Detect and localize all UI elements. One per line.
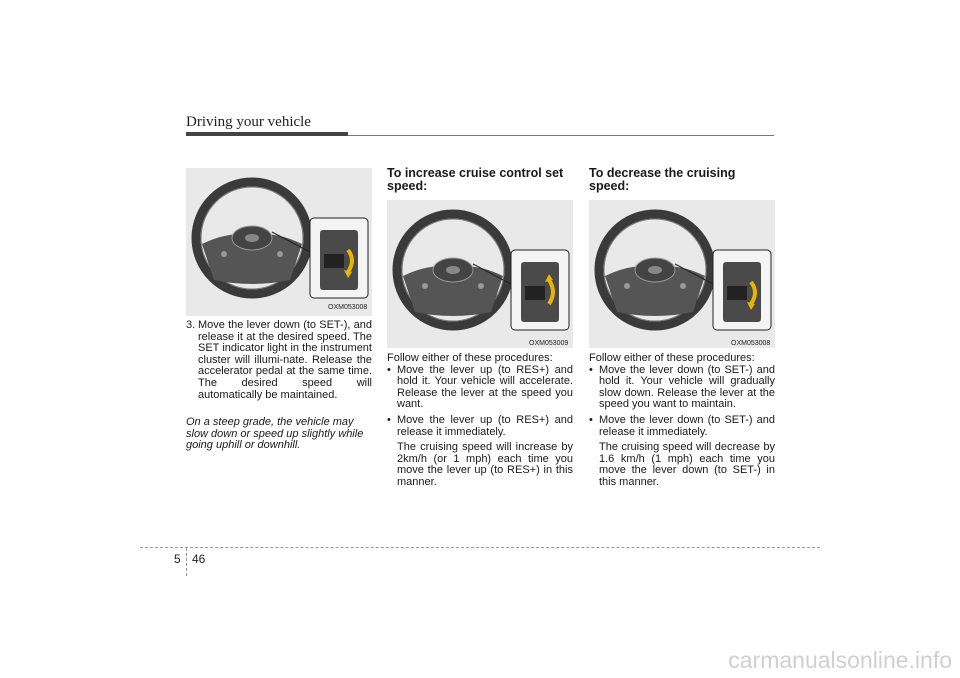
increase-speed-detail: The cruising speed will increase by 2km/h (or 1 mph) each time you move the lever up (to RES+) in this manner. bbox=[397, 441, 573, 488]
steering-wheel-icon bbox=[589, 200, 775, 348]
page-number: 46 bbox=[192, 552, 206, 566]
bullet-hold-lever-up: • Move the lever up (to RES+) and hold it. Your vehicle will accelerate. Release the lever at the speed you want. bbox=[387, 365, 573, 411]
decrease-speed-heading: To decrease the cruising speed: bbox=[589, 166, 736, 193]
page-header-title: Driving your vehicle bbox=[186, 114, 311, 130]
steering-wheel-figure-1 bbox=[186, 168, 372, 316]
intro-text: Follow either of these procedures: bbox=[387, 352, 553, 364]
chapter-number: 5 bbox=[174, 552, 181, 566]
bullet-hold-lever-down: • Move the lever down (to SET-) and hold it. Your vehicle will gradually slow down. Release the lever at the speed you want to maintain. bbox=[589, 365, 775, 411]
step-3 bbox=[186, 320, 372, 401]
step-text: Move the lever down (to SET-), and release it at the desired speed. The SET indicator light in the instrument cluster will illumi-nate. Release the accelerator pedal at the same time. The desired speed will automatically be maintained. bbox=[198, 319, 372, 401]
bullet-release-lever-down: • Move the lever down (to SET-) and release it immediately. bbox=[589, 415, 775, 438]
figure-code-1: OXM053008 bbox=[328, 304, 368, 311]
increase-speed-body bbox=[387, 353, 573, 489]
steering-wheel-figure-2 bbox=[387, 200, 573, 348]
steering-wheel-icon bbox=[186, 168, 372, 316]
bullet-release-lever-up: • Move the lever up (to RES+) and release it immediately. bbox=[387, 415, 573, 438]
decrease-speed-detail: The cruising speed will decrease by 1.6 km/h (1 mph) each time you move the lever down (to SET-) in this manner. bbox=[599, 441, 775, 488]
intro-text: Follow either of these procedures: bbox=[589, 352, 755, 364]
figure-code-3: OXM053008 bbox=[731, 340, 771, 347]
increase-speed-heading: To increase cruise control set speed: bbox=[387, 166, 564, 193]
decrease-speed-body bbox=[589, 353, 775, 489]
steep-grade-note: On a steep grade, the vehicle may slow down or speed up slightly while going uphill or downhill. bbox=[186, 416, 364, 452]
figure-code-2: OXM053009 bbox=[529, 340, 569, 347]
footer-rule bbox=[140, 547, 820, 548]
header-rule-accent bbox=[186, 132, 348, 136]
footer-divider bbox=[186, 548, 187, 576]
steering-wheel-icon bbox=[387, 200, 573, 348]
step-number: 3. bbox=[186, 319, 196, 331]
watermark: carmanualsonline.info bbox=[728, 647, 952, 673]
steering-wheel-figure-3 bbox=[589, 200, 775, 348]
